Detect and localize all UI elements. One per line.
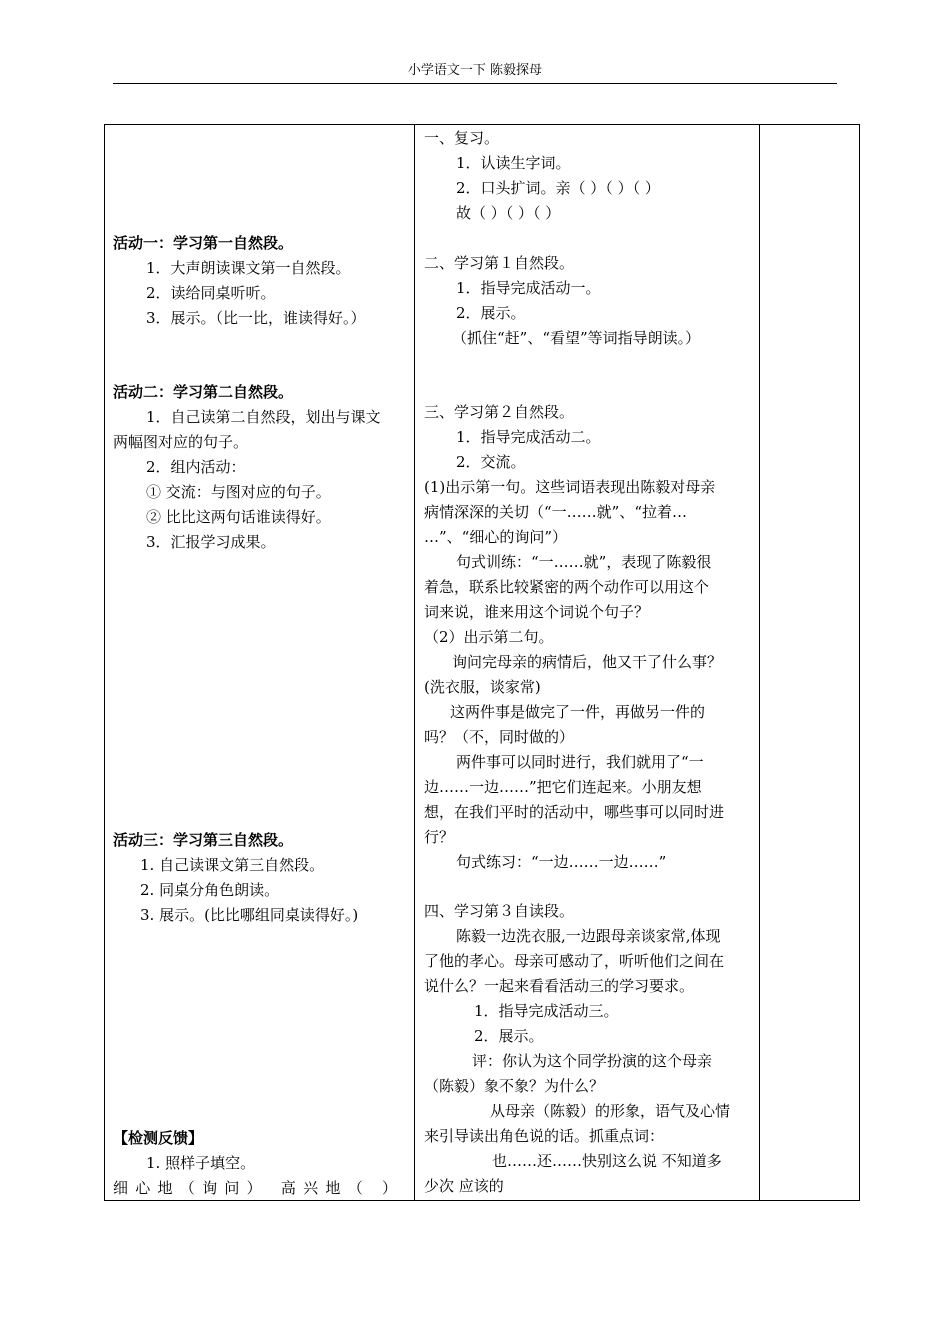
activity2-line: 3．汇报学习成果。 [146, 533, 276, 551]
column-divider-1 [414, 124, 415, 1201]
guide-line: 2．展示。 [456, 304, 526, 322]
guide-line: 2．交流。 [456, 453, 526, 471]
guide-line: 也……还……快别这么说 不知道多 [492, 1152, 722, 1170]
guide-line: 1．指导完成活动二。 [456, 428, 601, 446]
guide-line: （陈毅）象不象？为什么？ [424, 1077, 605, 1095]
guide-line: 着急，联系比较紧密的两个动作可以用这个 [424, 578, 710, 596]
guide-line: 想，在我们平时的活动中，哪些事可以同时进 [424, 803, 725, 821]
page-header-title: 小学语文一下 陈毅探母 [407, 63, 543, 78]
activity2-line: ② 比比这两句话谁读得好。 [146, 508, 331, 526]
guide-line: 少次 应该的 [424, 1177, 504, 1195]
guide-line: 陈毅一边洗衣服,一边跟母亲谈家常,体现 [456, 927, 721, 945]
activity2-line: 两幅图对应的句子。 [113, 433, 249, 451]
guide-line: 句式练习：“一边……一边……” [456, 853, 667, 871]
guide-line: 询问完母亲的病情后，他又干了什么事？ [452, 653, 723, 671]
column-divider-2 [759, 124, 760, 1201]
activity3-step: 3. 展示。(比比哪组同桌读得好。) [140, 906, 359, 924]
guide-line: 从母亲（陈毅）的形象，语气及心情 [490, 1102, 731, 1120]
guide-line: 2．展示。 [474, 1027, 544, 1045]
activity2-line: 2．组内活动： [146, 458, 246, 476]
feedback-fill-blank: 细心地（询问） 高兴地（ ） [113, 1179, 397, 1197]
guide-line: 1．指导完成活动一。 [456, 279, 601, 297]
guide-line: 三、学习第２自然段。 [424, 403, 575, 421]
activity1-step: 3．展示。（比一比，谁读得好。） [146, 309, 366, 327]
guide-line: 这两件事是做完了一件，再做另一件的 [450, 703, 706, 721]
guide-line: 1．认读生字词。 [456, 154, 571, 172]
feedback-line: 1. 照样子填空。 [146, 1154, 256, 1172]
guide-line: （2）出示第二句。 [424, 628, 554, 646]
guide-line: (1)出示第一句。这些词语表现出陈毅对母亲 [424, 478, 716, 496]
guide-line: 评：你认为这个同学扮演的这个母亲 [472, 1052, 713, 1070]
guide-line: 两件事可以同时进行，我们就用了“一 [456, 753, 704, 771]
guide-line: 一、复习。 [424, 129, 500, 147]
guide-line: （抓住“赶”、“看望”等词指导朗读。） [452, 329, 701, 347]
guide-line: 故（ ）（ ）（ ） [456, 204, 561, 222]
guide-line: 2．口头扩词。亲（ ）（ ）（ ） [456, 179, 660, 197]
guide-line: 边……一边……”把它们连起来。小朋友想 [424, 778, 702, 796]
guide-line: 吗？（不，同时做的） [424, 728, 575, 746]
guide-line: …”、“细心的询问”） [424, 528, 568, 546]
activity3-step: 2. 同桌分角色朗读。 [140, 881, 280, 899]
guide-line: 词来说，谁来用这个词说个句子？ [424, 603, 650, 621]
guide-line: 说什么？一起来看看活动三的学习要求。 [424, 977, 695, 995]
activity1-step: 1．大声朗读课文第一自然段。 [146, 259, 351, 277]
activity1-title: 活动一：学习第一自然段。 [113, 234, 294, 252]
guide-line: 句式训练：“一……就”，表现了陈毅很 [456, 553, 712, 571]
guide-line: 四、学习第３自读段。 [424, 902, 575, 920]
header-rule [113, 83, 837, 84]
guide-line: (洗衣服，谈家常) [424, 678, 541, 696]
guide-line: 来引导读出角色说的话。抓重点词： [424, 1127, 665, 1145]
guide-line: 行？ [424, 828, 455, 846]
guide-line: 二、学习第１自然段。 [424, 254, 575, 272]
activity2-title: 活动二：学习第二自然段。 [113, 383, 294, 401]
activity2-line: ① 交流：与图对应的句子。 [146, 483, 331, 501]
activity1-step: 2．读给同桌听听。 [146, 284, 276, 302]
guide-line: 了他的孝心。母亲可感动了，听听他们之间在 [424, 952, 725, 970]
activity2-line: 1．自己读第二自然段，划出与课文 [146, 408, 381, 426]
activity3-step: 1. 自己读课文第三自然段。 [140, 856, 325, 874]
feedback-title: 【检测反馈】 [113, 1129, 204, 1147]
guide-line: 1．指导完成活动三。 [474, 1002, 619, 1020]
activity3-title: 活动三：学习第三自然段。 [113, 831, 294, 849]
guide-line: 病情深深的关切（“一……就”、“拉着… [424, 503, 688, 521]
